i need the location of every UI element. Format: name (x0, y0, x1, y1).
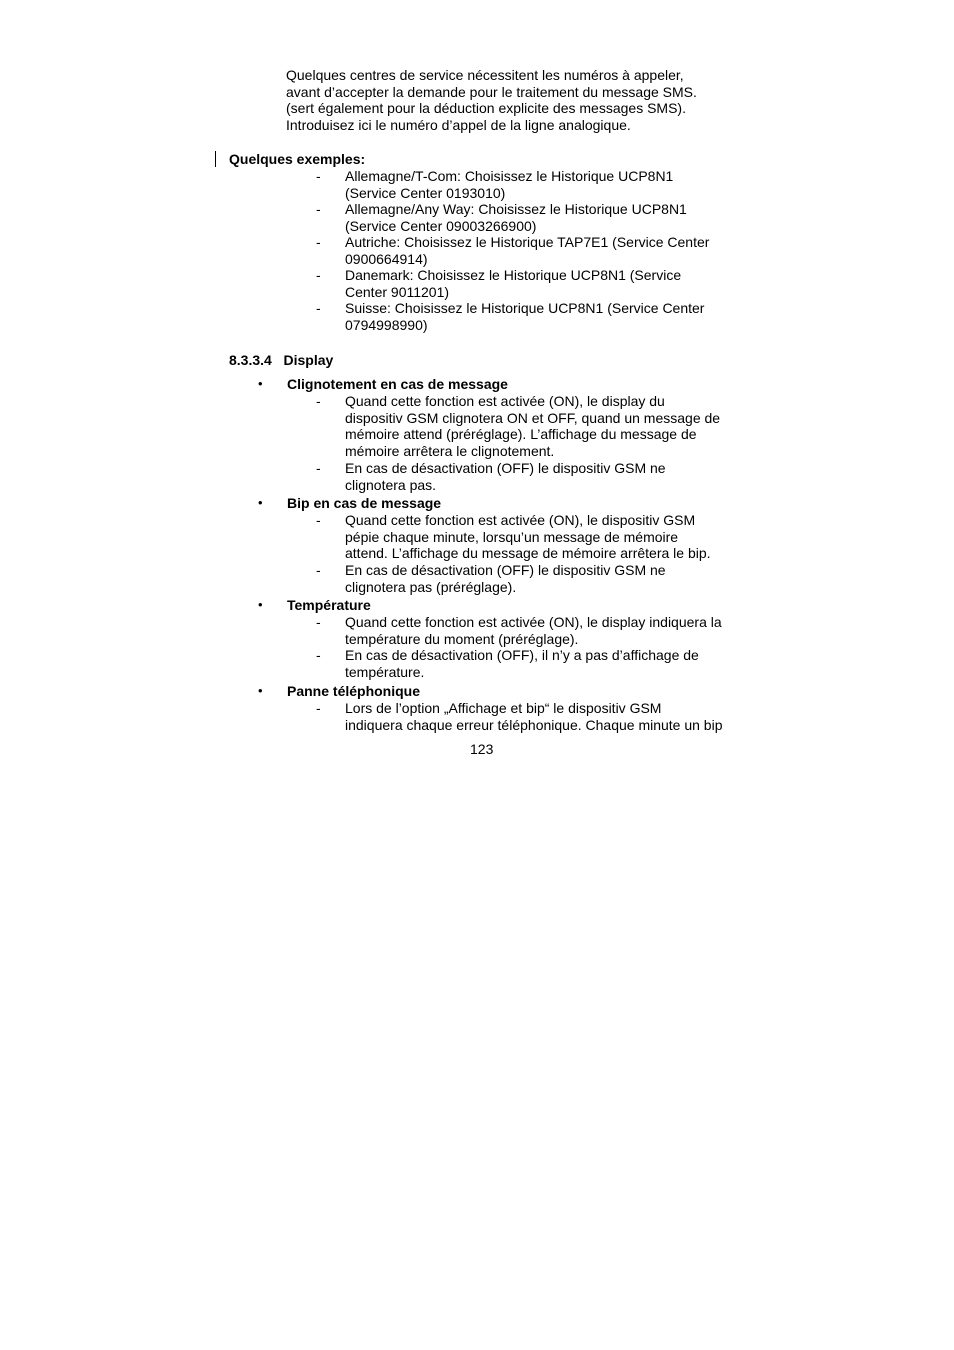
change-bar (215, 151, 216, 167)
dash-marker: - (316, 700, 321, 716)
dash-marker: - (316, 460, 321, 476)
item-text: Quand cette fonction est activée (ON), le dispositiv GSM pépie chaque minute, lorsqu’un message de mémoire attend. L’affichage du message de mémoire arrêtera le bip. (345, 512, 711, 562)
item-text: Quand cette fonction est activée (ON), le display indiquera la température du moment (préréglage). (345, 614, 722, 647)
bullet-label: Température (287, 597, 371, 613)
section-title: Display (283, 352, 334, 368)
bullet-label: Clignotement en cas de message (287, 376, 508, 392)
bullet-marker: • (258, 683, 263, 698)
dash-marker: - (316, 647, 321, 663)
dash-marker: - (316, 300, 321, 316)
bullet-marker: • (258, 597, 263, 612)
item-text: En cas de désactivation (OFF) le dispositiv GSM ne clignotera pas (préréglage). (345, 562, 666, 595)
dash-marker: - (316, 234, 321, 250)
example-text: Suisse: Choisissez le Historique UCP8N1 (Service Center 0794998990) (345, 300, 705, 333)
dash-marker: - (316, 201, 321, 217)
bullet-label: Bip en cas de message (287, 495, 442, 511)
dash-marker: - (316, 562, 321, 578)
bullet-label: Panne téléphonique (287, 683, 421, 699)
dash-marker: - (316, 614, 321, 630)
example-text: Allemagne/T-Com: Choisissez le Historique UCP8N1 (Service Center 0193010) (345, 168, 674, 201)
page-number: 123 (470, 741, 494, 757)
dash-marker: - (316, 267, 321, 283)
intro-paragraph: Quelques centres de service nécessitent les numéros à appeler, avant d’accepter la demande pour le traitement du message SMS. (sert également pour la déduction explicite des messages SMS). Introduisez ici le numéro d’appel de la ligne analogique. (286, 67, 697, 133)
item-text: En cas de désactivation (OFF), il n’y a pas d’affichage de température. (345, 647, 699, 680)
dash-marker: - (316, 512, 321, 528)
bullet-marker: • (258, 376, 263, 391)
item-text: En cas de désactivation (OFF) le dispositiv GSM ne clignotera pas. (345, 460, 666, 493)
section-heading (229, 352, 333, 369)
dash-marker: - (316, 168, 321, 184)
example-text: Autriche: Choisissez le Historique TAP7E1 (Service Center 0900664914) (345, 234, 710, 267)
bullet-marker: • (258, 495, 263, 510)
item-text: Lors de l’option „Affichage et bip“ le dispositiv GSM indiquera chaque erreur téléphonique. Chaque minute un bip (345, 700, 723, 733)
example-text: Allemagne/Any Way: Choisissez le Historique UCP8N1 (Service Center 09003266900) (345, 201, 687, 234)
examples-heading: Quelques exemples: (229, 151, 366, 167)
section-number: 8.3.3.4 (229, 352, 272, 368)
dash-marker: - (316, 393, 321, 409)
example-text: Danemark: Choisissez le Historique UCP8N1 (Service Center 9011201) (345, 267, 682, 300)
item-text: Quand cette fonction est activée (ON), le display du dispositiv GSM clignotera ON et OFF, quand un message de mémoire attend (préréglage). L’affichage du message de mémoire arrêtera le clignotement. (345, 393, 721, 459)
